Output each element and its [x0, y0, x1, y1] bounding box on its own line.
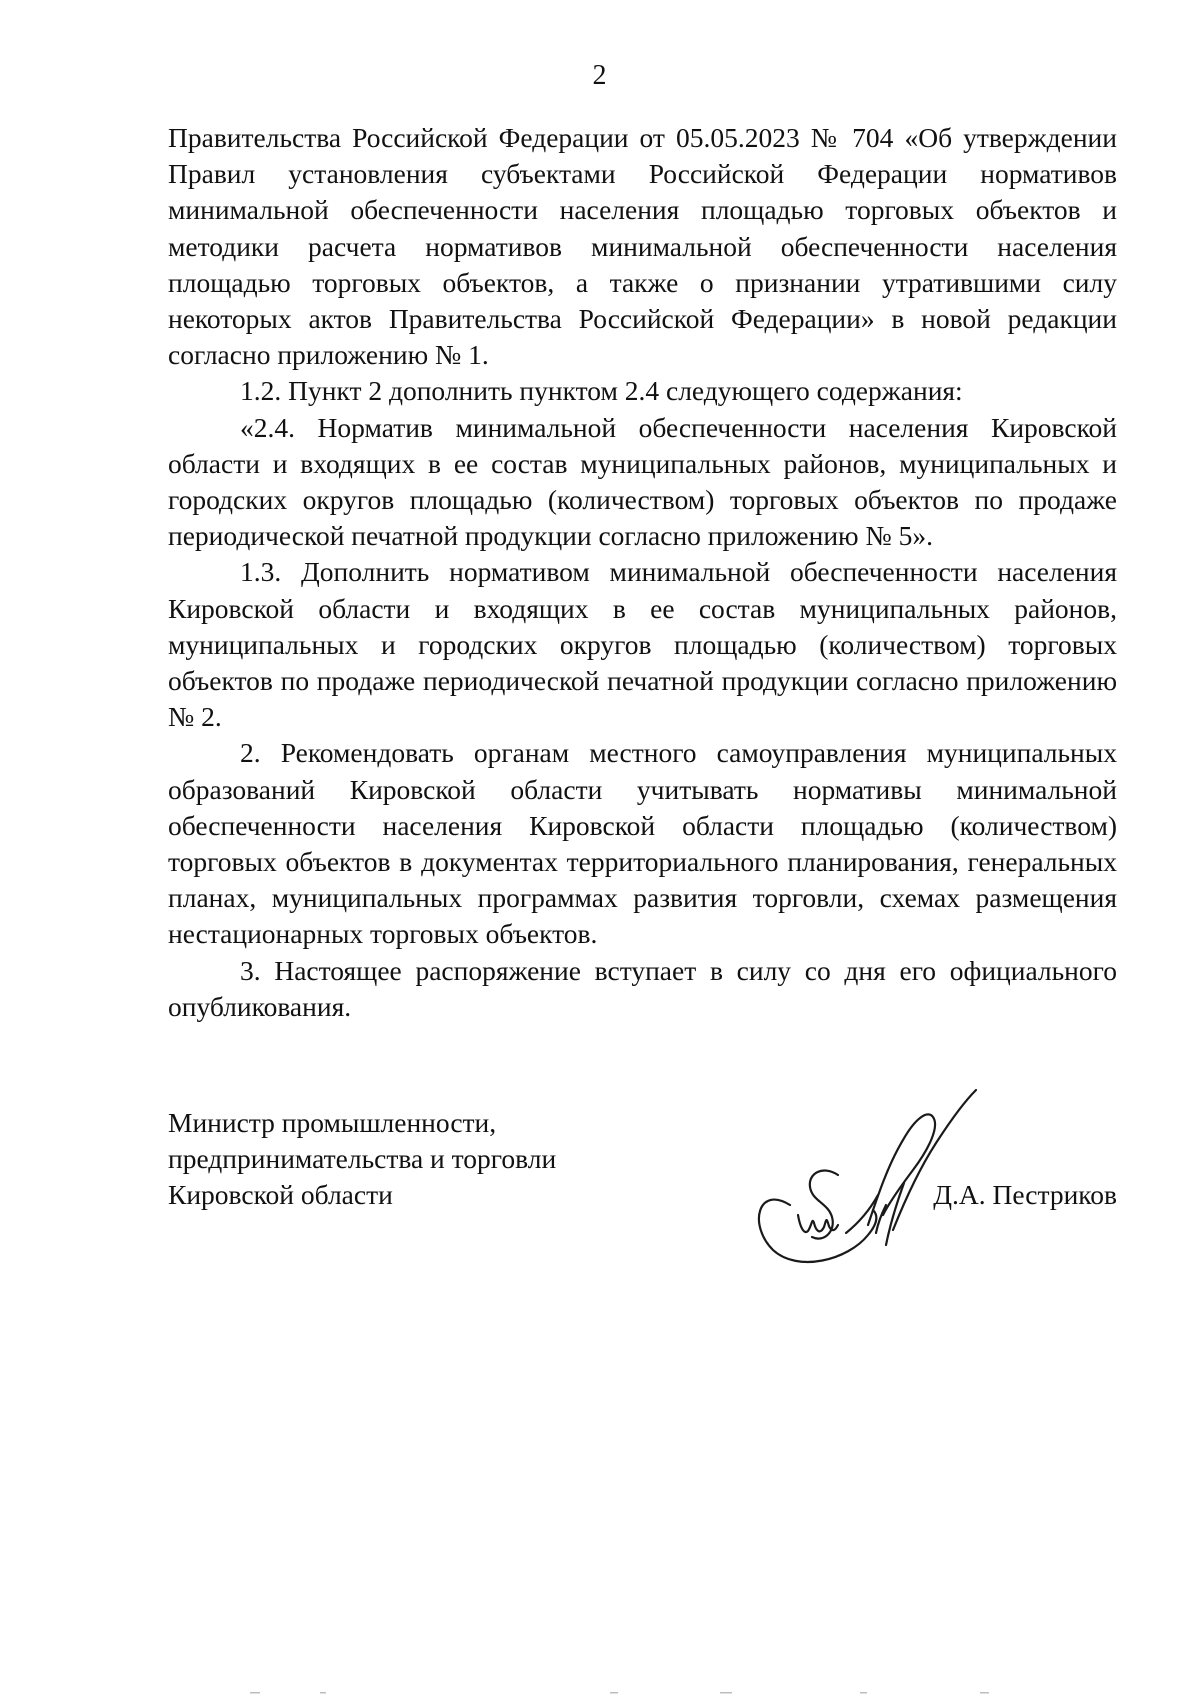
document-body	[168, 120, 1117, 1025]
signer-name: Д.А. Пестриков	[933, 1179, 1117, 1210]
handwritten-signature-icon	[728, 1055, 988, 1275]
page-number: 2	[592, 60, 608, 91]
paragraph-continuation: Правительства Российской Федерации от 05.05.2023 № 704 «Об утверждении Правил установления субъектами Российской Федерации нормативов минимальной обеспеченности населения площадью торговых объектов и методики расчета нормативов минимальной обеспеченности населения площадью торговых объектов, а также о признании утратившими силу некоторых актов Правительства Российской Федерации» в новой редакции согласно приложению № 1.	[168, 122, 1117, 371]
paragraph-2: 2. Рекомендовать органам местного самоуправления муниципальных образований Кировской области учитывать нормативы минимальной обеспеченности населения Кировской области площадью (количеством) торговых объектов в документах территориального планирования, генеральных планах, муниципальных программах развития торговли, схемах размещения нестационарных торговых объектов.	[168, 737, 1117, 950]
signer-position	[168, 1105, 608, 1214]
signer-position-line: предпринимательства и торговли	[168, 1143, 557, 1175]
paragraph-1-2: 1.2. Пункт 2 дополнить пунктом 2.4 следующего содержания:	[240, 375, 963, 407]
paragraph-2-4-quote: «2.4. Норматив минимальной обеспеченности населения Кировской области и входящих в ее состав муниципальных районов, муниципальных и городских округов площадью (количеством) торговых объектов по продаже периодической печатной продукции согласно приложению № 5».	[168, 411, 1117, 552]
signer-position-line: Министр промышленности,	[168, 1107, 497, 1138]
signature-block	[168, 1105, 1117, 1255]
signer-position-line: Кировской области	[168, 1179, 393, 1211]
scan-noise	[0, 1690, 1200, 1696]
paragraph-3: 3. Настоящее распоряжение вступает в силу со дня его официального опубликования.	[168, 954, 1117, 1022]
paragraph-1-3: 1.3. Дополнить нормативом минимальной обеспеченности населения Кировской области и входящих в ее состав муниципальных районов, муниципальных и городских округов площадью (количеством) торговых объектов по продаже периодической печатной продукции согласно приложению № 2.	[168, 556, 1117, 733]
